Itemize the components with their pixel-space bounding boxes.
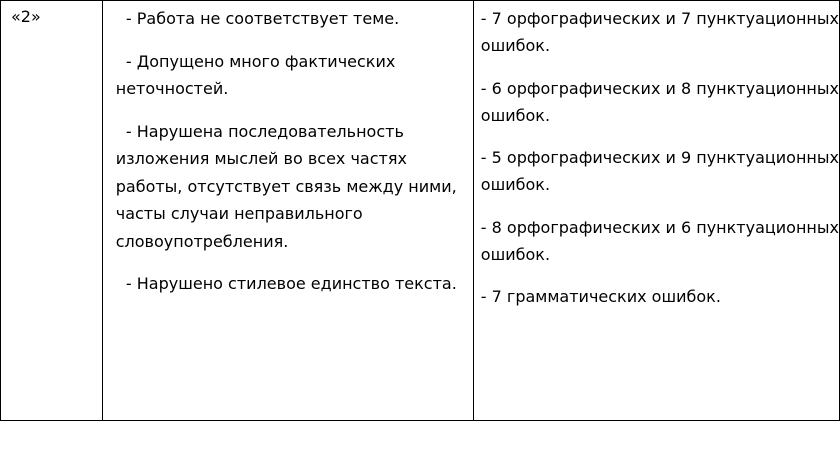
- literacy-criterion: - 8 орфографических и 6 пунктуационных ошибок.: [480, 217, 839, 264]
- literacy-criterion: - 7 орфографических и 7 пунктуационных ошибок.: [480, 9, 839, 55]
- content-criterion: - Допущено много фактических неточностей.: [115, 51, 401, 98]
- grade-label: «2»: [11, 7, 41, 26]
- literacy-criterion: - 5 орфографических и 9 пунктуационных ошибок.: [480, 148, 839, 194]
- grade-cell: [1, 1, 103, 420]
- content-criterion: - Нарушено стилевое единство текста.: [115, 274, 457, 293]
- literacy-criterion: - 7 грамматических ошибок.: [480, 287, 721, 306]
- literacy-criteria-cell: [474, 1, 839, 420]
- content-criterion: - Нарушена последовательность изложения мыслей во всех частях работы, отсутствует связь между ними, часты случаи неправильного словоупотребления.: [115, 121, 462, 251]
- literacy-criterion: - 6 орфографических и 8 пунктуационных ошибок.: [480, 78, 839, 125]
- content-criteria-cell: [103, 1, 474, 420]
- content-criterion: - Работа не соответствует теме.: [115, 9, 400, 28]
